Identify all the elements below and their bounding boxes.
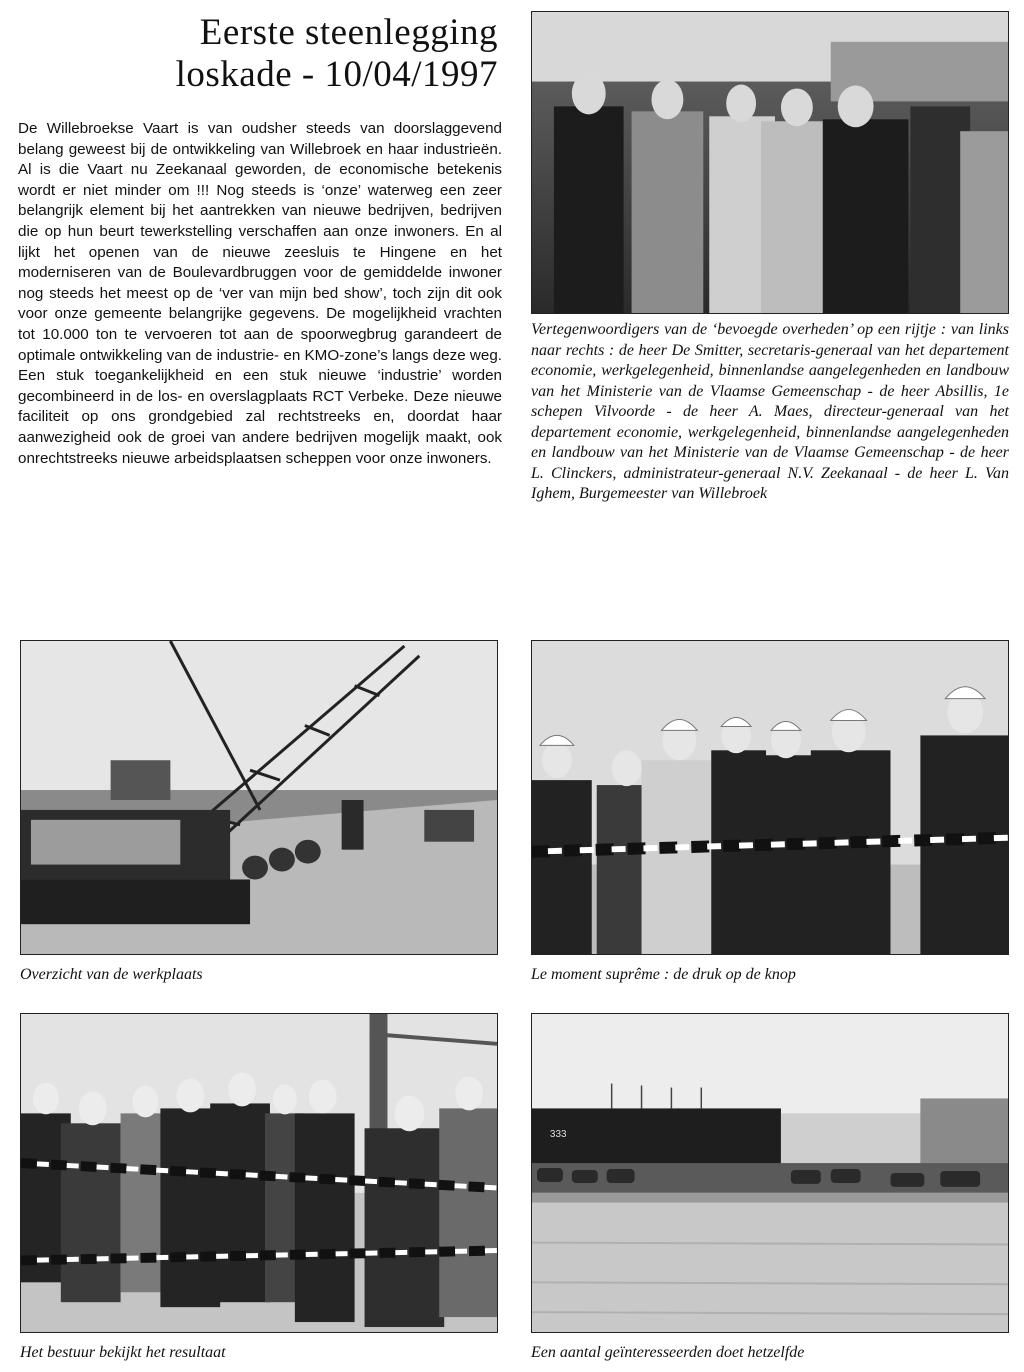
worksite-caption: Overzicht van de werkplaats [20, 966, 203, 983]
crowd-quay-photo [531, 1013, 1009, 1333]
title-line-1: Eerste steenlegging [199, 12, 498, 53]
title-line-2: loskade - 10/04/1997 [175, 54, 498, 95]
officials-photo [531, 11, 1009, 314]
button-press-photo [531, 640, 1009, 955]
worksite-photo [20, 640, 498, 955]
crowd-quay-caption: Een aantal geïnteresseerden doet hetzelfde [531, 1344, 805, 1361]
board-photo [20, 1013, 498, 1333]
button-press-caption: Le moment suprême : de druk op de knop [531, 966, 796, 983]
article-title [20, 12, 498, 96]
article-body: De Willebroekse Vaart is van oudsher steeds van doorslaggevend belang geweest bij de ontwikkeling van Willebroek en haar industrieën. Al is die Vaart nu Zeekanaal geworden, de economische betekenis wordt er niet minder om !!! Nog steeds is ‘onze’ waterweg een zeer belangrijk element bij het aantrekken van nieuwe bedrijven, bedrijven die op hun beurt tewerkstelling verschaffen aan onze inwoners. En al lijkt het openen van de nieuwe zeesluis te Hingene en het moderniseren van de Boulevardbruggen voor de gemiddelde inwoner nog steeds het meest op de ‘ver van mijn bed show’, toch zijn dit ook voor onze gemeente belangrijke gegevens. De mogelijkheid vrachten tot 10.000 ton te vervoeren tot aan de spoorwegbrug garandeert de optimale ontwikkeling van de industrie- en KMO-zone’s langs deze weg. Een stuk toegankelijkheid en een stuk nieuwe ‘industrie’ worden gecombineerd in de los- en overslagplaats RCT Verbeke. Deze nieuwe faciliteit op ons grondgebied zal rechtstreeks en, doordat haar aanwezigheid ook de groei van andere bedrijven mogelijk maakt, ook onrechtstreeks nieuwe arbeidsplaatsen scheppen voor onze inwoners. [18, 120, 502, 467]
building-sign: 333 [549, 1129, 567, 1141]
board-caption: Het bestuur bekijkt het resultaat [20, 1344, 226, 1361]
officials-caption: Vertegenwoordigers van de ‘bevoegde overheden’ op een rijtje : van links naar rechts : de heer De Smitter, secretaris-generaal van het departement economie, werkgelegenheid, binnenlandse aangelegenheden en landbouw van het Ministerie van de Vlaamse Gemeenschap - de heer Absillis, 1e schepen Vilvoorde - de heer A. Maes, directeur-generaal van het departement economie, werkgelegenheid, binnenlandse aangelegenheden en landbouw van het Ministerie van de Vlaamse Gemeenschap - de heer L. Clinckers, administrateur-generaal N.V. Zeekanaal - de heer L. Van Ighem, Burgemeester van Willebroek [531, 321, 1009, 502]
